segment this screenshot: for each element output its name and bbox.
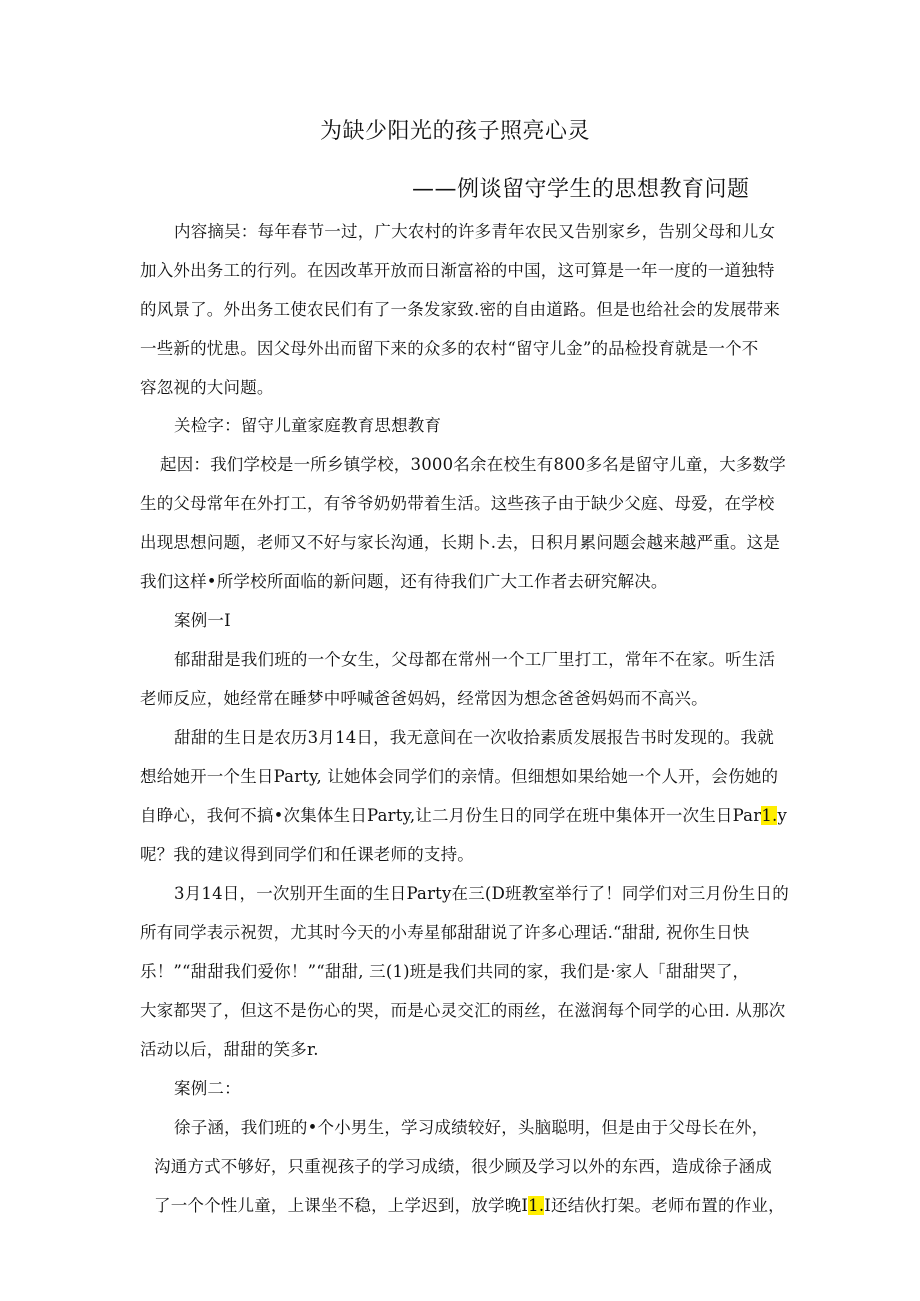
case1-p1-line: 老师反应，她经常在睡梦中呼喊爸爸妈妈，经常因为想念爸爸妈妈而不高兴。 bbox=[140, 689, 708, 708]
abstract-line: 内容摘吴：每年春节一过，广大农村的许多青年农民又告别家乡，告别父母和儿女 bbox=[174, 222, 776, 241]
highlighted-text: 1. bbox=[528, 1196, 545, 1215]
case2-p1-line: 徐子涵，我们班的•个小男生，学习成绩较好，头脑聪明，但是由于父母长在外， bbox=[174, 1118, 769, 1137]
case2-p1-line: 沟通方式不够好，只重视孩子的学习成绩，很少顾及学习以外的东西，造成徐子涵成 bbox=[154, 1157, 772, 1176]
case1-p3-line: 乐！”“甜甜我们爱你！”“甜甜, 三(1)班是我们共同的家，我们是·家人「甜甜哭了， bbox=[140, 962, 750, 981]
cause-line: 出现思想问题，老师又不好与家长沟通，长期卜.去，日积月累问题会越来越严重。这是 bbox=[140, 533, 781, 552]
case1-p2-line: 甜甜的生日是农历3月14日，我无意间在一次收拾素质发展报告书时发现的。我就 bbox=[174, 728, 774, 747]
case1-p2-line: 呢？我的建议得到同学们和任课老师的支持。 bbox=[140, 845, 474, 864]
case1-p3-line: 大家都哭了，但这不是伤心的哭，而是心灵交汇的雨丝，在滋润每个同学的心田. 从那次 bbox=[140, 1001, 786, 1020]
case1-p3-line: 活动以后，甜甜的笑多r. bbox=[140, 1040, 319, 1059]
document-title: 为缺少阳光的孩子照亮心灵 bbox=[320, 119, 591, 144]
abstract-line: 加入外出务工的行列。在因改革开放而日渐富裕的中国，这可算是一年一度的一道独特 bbox=[140, 261, 775, 280]
case1-p3-line: 所有同学表示祝贺，尤其时今天的小寿星郁甜甜说了许多心理话.“甜甜, 祝你生日快 bbox=[140, 923, 750, 942]
case1-p2-line: 想给她开一个生日Party, 让她体会同学们的亲情。但细想如果给她一个人开，会伤她的 bbox=[140, 767, 779, 786]
keywords-line: 关检字：留守儿童家庭教育思想教育 bbox=[174, 416, 442, 435]
abstract-line: 的风景了。外出务工使农民们有了一条发家致.密的自由道路。但是也给社会的发展带来 bbox=[140, 300, 781, 319]
cause-line: 我们这样•所学校所面临的新问题，还有待我们广大工作者去研究解决。 bbox=[140, 572, 668, 591]
highlighted-text: 1. bbox=[761, 806, 778, 825]
case1-p1-line: 郁甜甜是我们班的一个女生，父母都在常州一个工厂里打工，常年不在家。听生活 bbox=[174, 650, 776, 669]
case1-p2-line3-tail: y bbox=[777, 806, 787, 825]
case2-p1-line3-tail: I还结伙打架。老师布置的作业， bbox=[544, 1196, 785, 1215]
case1-p2-line3-text: 自睁心，我何不搞•次集体生日Party,让二月份生日的同学在班中集体开一次生日Par bbox=[140, 806, 762, 825]
case2-p1-line3-text: 了一个个性儿童，上课坐不稳，上学迟到，放学晚I bbox=[154, 1196, 529, 1215]
case2-p1-line bbox=[154, 1192, 785, 1216]
abstract-line: 容忽视的大问题。 bbox=[140, 378, 274, 397]
case1-p2-line bbox=[140, 802, 787, 826]
document-subtitle: ——例谈留守学生的思想教育问题 bbox=[412, 177, 750, 202]
abstract-line: 一些新的忧患。因父母外出而留下来的众多的农村“留守儿金”的品检投育就是一个不 bbox=[140, 339, 759, 358]
cause-line: 生的父母常年在外打工，有爷爷奶奶带着生活。这些孩子由于缺少父庭、母爱，在学校 bbox=[140, 494, 775, 513]
cause-line: 起因：我们学校是一所乡镇学校，3000名余在校生有800多名是留守儿童，大多数学 bbox=[160, 455, 786, 474]
case1-p3-line: 3月14日，一次别开生面的生日Party在三(D班教室举行了！同学们对三月份生日的 bbox=[174, 884, 789, 903]
case1-title: 案例一I bbox=[174, 611, 231, 630]
case2-title: 案例二： bbox=[174, 1079, 241, 1098]
